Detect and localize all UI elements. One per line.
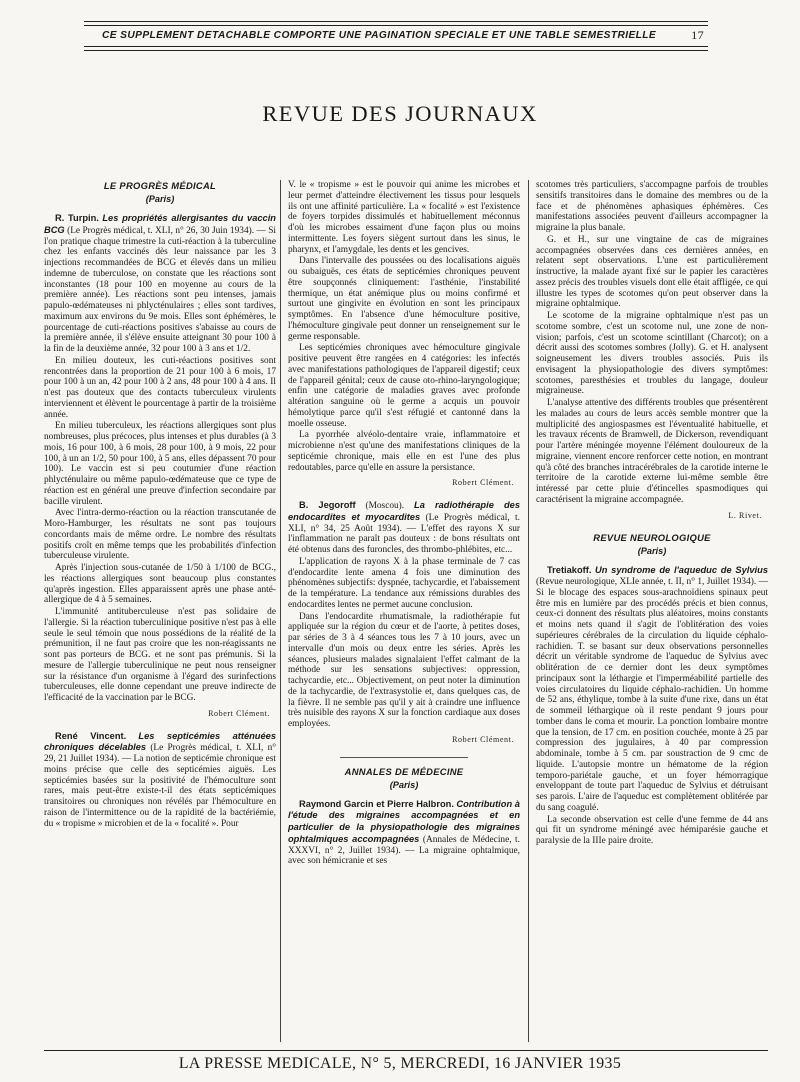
header-rule-top [84, 21, 708, 22]
article-text: (Revue neurologique, XLIe année, t. II, n° 1, Juillet 1934). — Si le blocage des espaces sous-arachnoïdiens spinaux peut être mis en lumière par des procédés précis et bien connus, ceux-ci donnent des résultats plus aléatoires, moins constants et moins nets quand il s'agit de l'oblitération des voies supérieures cérébrales de la circulation du liquide céphalo-rachidien. T. se basant sur deux observations personnelles décrit un véritable syndrome de l'aqueduc de Sylvius avec oblitération de ce dernier dont les deux symptômes principaux sont la léthargie et l'imperméabilité partielle des voies circulatoires du liquide céphalo-rachidien. Un homme de 52 ans, éthylique, tombe à la suite d'une rixe, dans un état de sommeil léthargique où il reste pendant 9 jours pour tomber dans le coma et mourir. La ponction lombaire montre que la tension, de 17 cm. en position couchée, monte à 25 par compression des jugulaires, à 40 par compression abdominale, tombe à 5 cm. par soustraction de 9 cmc de liquide. L'autopsie montre un hématome de la région temporo-pariétale gauche, et un foyer hémorragique enveloppant de toute part l'aqueduc de Sylvius et détruisant ses parois. L'aire de l'aqueduc est complètement oblitérée par du sang coagulé. [536, 577, 768, 813]
column-divider [280, 180, 281, 1042]
article-paragraph: La seconde observation est celle d'une femme de 44 ans qui fit un syndrome méningé avec hémiparésie gauche et paralysie de la IIIe paire droite. [536, 814, 768, 846]
section-separator [340, 757, 468, 758]
footer-rule [44, 1050, 768, 1051]
page-title: REVUE DES JOURNAUX [262, 101, 538, 126]
header-rule-bottom-thick [84, 50, 708, 51]
article-signature: Robert Clément. [208, 708, 270, 718]
article-title: La radiothérapie des endocardites et myocardites [288, 500, 520, 522]
section-city: (Paris) [389, 779, 419, 790]
author-origin: (Moscou). [365, 501, 405, 511]
supplement-notice: CE SUPPLÉMENT DÉTACHABLE COMPORTE UNE PAGINATION SPÉCIALE ET UNE TABLE SEMESTRIELLE [102, 30, 657, 41]
section-city: (Paris) [145, 194, 175, 204]
article-signature: L. Rivet. [728, 510, 762, 520]
column-divider [528, 180, 529, 1042]
running-header [84, 30, 708, 44]
article-author: B. Jegoroff [299, 500, 356, 510]
article-text: (Le Progrès médical, t. XLI, n° 34, 25 Août 1934). — L'effet des rayons X sur l'inflammation ne paraît pas douteux : de bons résultats ont été obtenus dans des furoncles, des thrombo-phlébites, etc... [288, 512, 520, 555]
article-text: (Le Progrès médical, t. XLI, n° 26, 30 Juin 1934). — Si l'on pratique chaque trimestre la cuti-réaction à la tuberculine chez les enfants vaccinés dès leur naissance par les 3 injections recommandées de BCG et élevés dans un milieu indemne de tuberculose, on constate que les réactions sont inconstantes (18 pour 100 en moyenne au cours de la première année). Les réactions sont peu intenses, jamais papulo-œdémateuses ni phlycténulaires ; elles sont tardives, maximum aux environs du 9e mois. Elles sont éphémères, le pourcentage de cuti-réactions positives s'abaisse au cours de la première année, il s'élève ensuite atteignant 30 pour 100 à la fin de la deuxième année, 32 pour 100 à 3 ans et 1/2. [44, 225, 276, 354]
article-paragraph: Après l'injection sous-cutanée de 1/50 à 1/100 de BCG., les réactions allergiques sont beaucoup plus constantes qu'après ingestion. Elles apparaissent après une phase anté-allergique de 4 à 5 semaines. [44, 563, 276, 606]
article-signature: Robert Clément. [452, 734, 514, 744]
article-intro [44, 731, 276, 830]
article-paragraph: Avec l'intra-dermo-réaction ou la réaction transcutanée de Moro-Hamburger, les résultats ne sont pas toujours concordants mais de même ordre. Le nombre des résultats positifs croît en même temps que les probabilités d'infection tuberculeuse virulente. [44, 508, 276, 562]
article-paragraph: V. le « tropisme » est le pouvoir qui anime les microbes et leur permet d'atteindre électivement les tissus pour lesquels ils ont une affinité particulière. La « focalité » est l'existence de foyers torpides dissimulés et habituellement méconnus d'où les microbes essaiment d'une façon plus ou moins intermittente. Les foyers siègent surtout dans les sinus, le pharynx, et l'amygdale, les dents et les gencives. [288, 180, 520, 255]
article-intro [288, 799, 520, 868]
page-footer: LA PRESSE MEDICALE, N° 5, MERCREDI, 16 JANVIER 1935 [178, 1055, 622, 1072]
article-signature: Robert Clément. [452, 478, 514, 488]
column-1 [44, 180, 276, 1042]
article-paragraph: Les septicémies chroniques avec hémoculture gingivale positive peuvent être rangées en 4 catégories: les infectés avec manifestations pathologiques de l'appareil digestif; ceux de l'appareil génital; ceux de cause oto-rhino-laryngologique; enfin une catégorie de maladies graves avec profonde altération sanguine où le germe a acquis un pouvoir hémolytique parce qu'il s'est réfugié et cantonné dans la moelle osseuse. [288, 343, 520, 429]
article-author: René Vincent. [55, 730, 127, 741]
article-paragraph: Dans l'endocardite rhumatismale, la radiothérapie fut appliquée sur la région du cœur et de l'aorte, à petites doses, par séries de 3 à 4 séances tous les 7 à 10 jours, avec un intervalle d'un mois ou deux entre les séries. Après les séances, plusieurs malades signalaient l'effet calmant de la méthode sur les sensations subjectives: oppression, tachycardie, etc... Objectivement, on peut noter la diminution de la tachycardie, de l'extrasystolie et, dans quelques cas, de la fièvre. Il ne semble pas qu'il y ait à craindre une influence très nuisible des rayons X sur la fonction cardiaque aux doses employées. [288, 611, 520, 729]
article-title: Un syndrome de l'aqueduc de Sylvius [594, 565, 768, 576]
article-paragraph: scotomes très particuliers, s'accompagne parfois de troubles sensitifs transitoires dans le domaine des membres ou de la face et de phénomènes aphasiques éphémères. Ces manifestations associées peuvent d'ailleurs accompagner la migraine la plus banale. [536, 180, 768, 233]
article-paragraph: La pyorrhée alvéolo-dentaire vraie, inflammatoire et microbienne n'est qu'une des manifestations cliniques de la septicémie chronique, mais elle en est l'une des plus redoutables, parce qu'elle en assure la persistance. [288, 430, 520, 473]
section-heading: LE PROGRÈS MÉDICAL [103, 180, 217, 191]
article-paragraph: L'application de rayons X à la phase terminale de 7 cas d'endocardite lente amena 4 fois une diminution des phénomènes subjectifs: dyspnée, tachycardie, et l'abaissement de la température. La tendance aux rémissions durables des endocardites lentes ne permet aucune conclusion. [288, 556, 520, 610]
article-text: (Annales de Médecine, t. XXXVI, n° 2, Juillet 1934). — La migraine ophtalmique, avec son hémicranie et ses [288, 834, 520, 867]
article-title: Les septicémies atténuées chroniques décelables [44, 730, 276, 753]
article-intro [536, 565, 768, 813]
section-heading: REVUE NEUROLOGIQUE [593, 532, 711, 544]
article-paragraph: L'immunité antituberculeuse n'est pas solidaire de l'allergie. Si la réaction tuberculinique positive n'est pas à elle seule le seul témoin que nous possédions de la réalité de la prémunition, il ne faut pas croire que les non-réagissants ne sont pas porteurs de BCG. et ne sont pas prémunis. Si la mesure de l'allergie tuberculinique ne peut nous renseigner sur la résistance d'un organisme à l'égard des surinfections tuberculeuses, elle donne cependant une preuve indirecte de l'efficacité de la vaccination par le BCG. [44, 607, 276, 703]
article-author: R. Turpin. [55, 213, 99, 223]
article-paragraph: L'analyse attentive des différents troubles que présentèrent les malades au cours de leurs accès semble montrer que la multiplicité des angiospasmes est l'éventualité habituelle, et les travaux récents de Bramwell, de Dickerson, revendiquant pour l'artère méningée moyenne l'élément douloureux de la migraine, viennent encore renforcer cette notion, en montrant qu'à côté des branches intracérébrales de la carotide interne le territoire de la carotide externe lui-même semble être intéressé par cette pluie d'étincelles spasmodiques qui caractérisent la migraine accompagnée. [536, 398, 768, 505]
article-paragraph: En milieu tuberculeux, les réactions allergiques sont plus nombreuses, plus précoces, plus intenses et plus durables (à 3 mois, 16 pour 100, à 6 mois, 28 pour 100, à 9 mois, 22 pour 100, à un an 1/2, 50 pour 100, à 5 ans, elles dépassent 70 pour 100). Le vaccin est si peu coutumier d'une réaction phlycténulaire ou même papulo-œdémateuse que ce type de réaction est en général une preuve d'infection secondaire par bacille virulent. [44, 421, 276, 507]
article-paragraph: En milieu douteux, les cuti-réactions positives sont rencontrées dans la proportion de 21 pour 100 à 6 mois, 17 pour 100 à un an, 42 pour 100 à 2 ans, 48 pour 100 à 4 ans. Il n'est pas douteux que des contacts tuberculeux virulents interviennent et élèvent le pourcentage à partir de la troisième année. [44, 355, 276, 420]
page-number: 17 [691, 30, 704, 42]
article-author: Tretiakoff. [547, 565, 592, 576]
article-text: (Le Progrès médical, t. XLI, n° 29, 21 Juillet 1934). — La notion de septicémie chronique est moins précise que celle des septicémies aiguës. Les septicémies basées sur la positivité de l'hémoculture sont rares, mais peut-être existe-t-il des états septicémiques transitoires ou chroniques non révélés par l'hémoculture en raison de l'intermittence ou de la rapidité de la bactériémie, du « tropisme » microbien et de la « focalité ». Pour [44, 743, 276, 829]
header-rule-bottom [84, 46, 708, 47]
section-heading: ANNALES DE MÉDECINE [344, 765, 464, 777]
article-paragraph: Le scotome de la migraine ophtalmique n'est pas un scotome sombre, c'est un scotome nul, une zone de non-vision; parfois, c'est un scotome scintillant (Charcot); on a décrit aussi des scotomes sombres (Jolly). G. et H. analysent soigneusement les divers troubles associés. Puis ils envisagent la physiopathologie des divers symptômes: scotomes, paresthésies et troubles du langage, douleur migraineuse. [536, 311, 768, 397]
column-2 [288, 180, 520, 1042]
column-3 [536, 180, 768, 1042]
article-intro [288, 500, 520, 556]
article-title: Les propriétés allergisantes du vaccin BCG [44, 213, 276, 235]
article-author: Raymond Garcin et Pierre Halbron. [299, 798, 454, 809]
header-rule-top-thick [84, 25, 708, 26]
article-intro [44, 213, 276, 355]
article-paragraph: G. et H., sur une vingtaine de cas de migraines accompagnées observées dans ces dernières années, en relatent sept observations. L'une est particulièrement instructive, la malade ayant fixé sur le papier les caractères assez précis des troubles visuels dont elle était affligée, ce qui illustre les types de scotomes qu'on peut observer dans la migraine ophtalmique. [536, 234, 768, 310]
article-paragraph: Dans l'intervalle des poussées ou des localisations aiguës ou subaiguës, ces états de septicémies chroniques peuvent être soupçonnés cliniquement: l'asthénie, l'instabilité thermique, un état anémique plus ou moins confirmé et surtout une gingivite en évolution en sont les principaux symptômes. En l'absence d'une hémoculture positive, l'hémoculture gingivale peut donner un renseignement sur le germe responsable. [288, 256, 520, 342]
section-city: (Paris) [637, 546, 667, 557]
article-title: Contribution à l'étude des migraines accompagnées et en particulier de la physiopathologie des migraines ophtalmiques accompagnées [288, 798, 520, 844]
